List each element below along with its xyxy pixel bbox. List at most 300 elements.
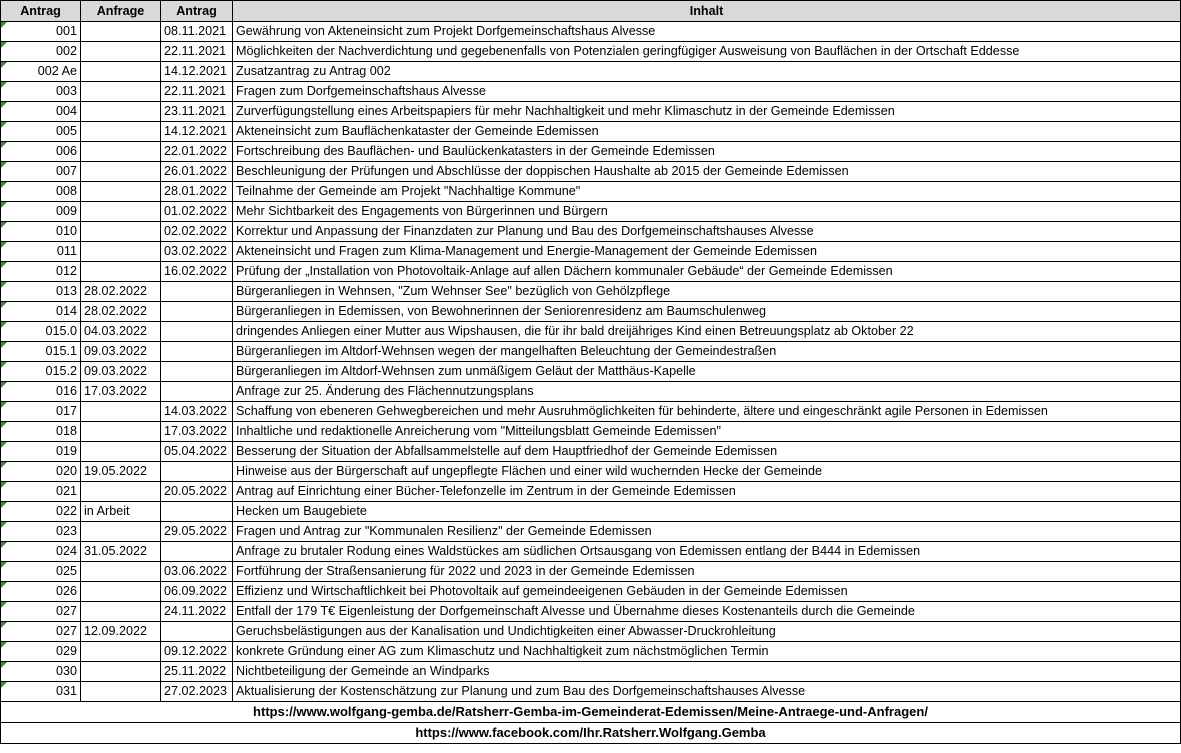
antrag-cell-text: 008 [55, 184, 77, 198]
antrag-cell-text: 015.2 [45, 364, 77, 378]
datum-cell[interactable] [161, 342, 233, 362]
facebook-link[interactable]: https://www.facebook.com/Ihr.Ratsherr.Wolfgang.Gemba [1, 723, 1181, 744]
table-row [1, 162, 1181, 182]
comment-marker-icon [1, 442, 7, 448]
table-row [1, 302, 1181, 322]
table-row [1, 282, 1181, 302]
datum-cell[interactable] [161, 482, 233, 502]
anfrage-cell[interactable] [81, 382, 161, 402]
table-row [1, 402, 1181, 422]
datum-cell-text: 02.02.2022 [164, 224, 228, 238]
antrag-cell-text: 007 [55, 164, 77, 178]
antrag-cell[interactable] [1, 662, 81, 682]
antrag-cell[interactable] [1, 222, 81, 242]
antrag-cell[interactable] [1, 242, 81, 262]
inhalt-cell[interactable] [233, 122, 1181, 142]
header-row [1, 1, 1181, 22]
inhalt-cell-text: Zurverfügungstellung eines Arbeitspapiers für mehr Nachhaltigkeit und mehr Klimaschutz in der Gemeinde Edemissen [236, 104, 895, 118]
inhalt-cell-text: Aktualisierung der Kostenschätzung zur Planung und zum Bau des Dorfgemeinschaftshauses Alvesse [236, 684, 806, 698]
datum-cell[interactable] [161, 282, 233, 302]
datum-cell-text: 29.05.2022 [164, 524, 228, 538]
antrag-cell-text: 003 [55, 84, 77, 98]
inhalt-cell[interactable] [233, 102, 1181, 122]
comment-marker-icon [1, 42, 7, 48]
comment-marker-icon [1, 202, 7, 208]
antrag-cell[interactable] [1, 62, 81, 82]
comment-marker-icon [1, 662, 7, 668]
anfrage-cell[interactable] [81, 402, 161, 422]
datum-cell[interactable] [161, 162, 233, 182]
header-inhalt[interactable]: Inhalt [233, 1, 1181, 22]
inhalt-cell-text: Akteneinsicht zum Bauflächenkataster der Gemeinde Edemissen [236, 124, 599, 138]
antrag-cell[interactable] [1, 602, 81, 622]
anfrage-cell[interactable] [81, 442, 161, 462]
table-row [1, 242, 1181, 262]
inhalt-cell-text: Entfall der 179 T€ Eigenleistung der Dorfgemeinschaft Alvesse und Übernahme dieses Kostenanteils durch die Gemeinde [236, 604, 915, 618]
datum-cell[interactable] [161, 682, 233, 702]
datum-cell[interactable] [161, 542, 233, 562]
comment-marker-icon [1, 162, 7, 168]
datum-cell[interactable] [161, 562, 233, 582]
inhalt-cell-text: Besserung der Situation der Abfallsammelstelle auf dem Hauptfriedhof der Gemeinde Edemissen [236, 444, 778, 458]
antrag-cell-text: 014 [55, 304, 77, 318]
comment-marker-icon [1, 302, 7, 308]
antrag-cell[interactable] [1, 522, 81, 542]
comment-marker-icon [1, 562, 7, 568]
inhalt-cell-text: dringendes Anliegen einer Mutter aus Wipshausen, die für ihr bald dreijähriges Kind einen Betreuungsplatz ab Oktober 22 [236, 324, 914, 338]
antrag-cell[interactable] [1, 322, 81, 342]
inhalt-cell-text: Beschleunigung der Prüfungen und Abschlüsse der doppischen Haushalte ab 2015 der Gemeinde Edemissen [236, 164, 849, 178]
anfrage-cell[interactable] [81, 602, 161, 622]
datum-cell[interactable] [161, 42, 233, 62]
datum-cell[interactable] [161, 622, 233, 642]
antrag-cell[interactable] [1, 342, 81, 362]
comment-marker-icon [1, 102, 7, 108]
comment-marker-icon [1, 582, 7, 588]
datum-cell[interactable] [161, 82, 233, 102]
table-row [1, 542, 1181, 562]
antrag-cell[interactable] [1, 22, 81, 42]
antrag-cell-text: 030 [55, 664, 77, 678]
datum-cell-text: 22.01.2022 [164, 144, 228, 158]
table-row [1, 642, 1181, 662]
inhalt-cell-text: Geruchsbelästigungen aus der Kanalisation und Undichtigkeiten einer Abwasser-Druckrohleitung [236, 624, 776, 638]
antrag-cell-text: 010 [55, 224, 77, 238]
comment-marker-icon [1, 262, 7, 268]
antrag-cell-text: 021 [55, 484, 77, 498]
inhalt-cell-text: Nichtbeteiligung der Gemeinde an Windparks [236, 664, 490, 678]
table-row [1, 662, 1181, 682]
inhalt-cell[interactable] [233, 582, 1181, 602]
comment-marker-icon [1, 402, 7, 408]
antrag-cell-text: 024 [55, 544, 77, 558]
inhalt-cell-text: Antrag auf Einrichtung einer Bücher-Telefonzelle im Zentrum in der Gemeinde Edemissen [236, 484, 736, 498]
datum-cell-text: 17.03.2022 [164, 424, 228, 438]
inhalt-cell[interactable] [233, 82, 1181, 102]
inhalt-cell-text: Hecken um Baugebiete [236, 504, 367, 518]
anfrage-cell[interactable] [81, 342, 161, 362]
datum-cell[interactable] [161, 642, 233, 662]
anfrage-cell-text: 04.03.2022 [84, 324, 148, 338]
inhalt-cell-text: Möglichkeiten der Nachverdichtung und gegebenenfalls von Potenzialen geringfügiger Ausweisung von Bauflächen in der Ortschaft Eddesse [236, 44, 1020, 58]
anfrage-cell[interactable] [81, 622, 161, 642]
inhalt-cell[interactable] [233, 522, 1181, 542]
inhalt-cell[interactable] [233, 62, 1181, 82]
comment-marker-icon [1, 62, 7, 68]
antrag-cell-text: 018 [55, 424, 77, 438]
inhalt-cell[interactable] [233, 662, 1181, 682]
inhalt-cell-text: Prüfung der „Installation von Photovoltaik-Anlage auf allen Dächern kommunaler Gebäude“ der Gemeinde Edemissen [236, 264, 893, 278]
inhalt-cell[interactable] [233, 222, 1181, 242]
datum-cell[interactable] [161, 382, 233, 402]
antrag-cell[interactable] [1, 202, 81, 222]
anfrage-cell[interactable] [81, 122, 161, 142]
header-antrag-datum[interactable]: Antrag [161, 1, 233, 22]
datum-cell[interactable] [161, 462, 233, 482]
antrag-cell[interactable] [1, 282, 81, 302]
antrag-cell-text: 001 [55, 24, 77, 38]
anfrage-cell[interactable] [81, 182, 161, 202]
comment-marker-icon [1, 642, 7, 648]
anfrage-cell[interactable] [81, 682, 161, 702]
comment-marker-icon [1, 522, 7, 528]
table-row [1, 62, 1181, 82]
anfrage-cell-text: 17.03.2022 [84, 384, 148, 398]
antrag-cell[interactable] [1, 82, 81, 102]
header-anfrage[interactable]: Anfrage [81, 1, 161, 22]
datum-cell[interactable] [161, 602, 233, 622]
anfrage-cell[interactable] [81, 22, 161, 42]
table-row [1, 42, 1181, 62]
antrag-cell[interactable] [1, 402, 81, 422]
table-row [1, 442, 1181, 462]
datum-cell[interactable] [161, 202, 233, 222]
datum-cell-text: 24.11.2022 [164, 604, 227, 618]
antrag-cell[interactable] [1, 542, 81, 562]
comment-marker-icon [1, 602, 7, 608]
datum-cell-text: 03.02.2022 [164, 244, 228, 258]
anfrage-cell[interactable] [81, 142, 161, 162]
inhalt-cell[interactable] [233, 542, 1181, 562]
comment-marker-icon [1, 122, 7, 128]
antrag-cell[interactable] [1, 122, 81, 142]
datum-cell[interactable] [161, 262, 233, 282]
anfrage-cell[interactable] [81, 62, 161, 82]
inhalt-cell[interactable] [233, 22, 1181, 42]
table-row [1, 202, 1181, 222]
datum-cell[interactable] [161, 122, 233, 142]
table-row [1, 582, 1181, 602]
antrag-cell-text: 031 [55, 684, 77, 698]
antrag-cell[interactable] [1, 362, 81, 382]
comment-marker-icon [1, 382, 7, 388]
antrag-cell[interactable] [1, 502, 81, 522]
inhalt-cell[interactable] [233, 602, 1181, 622]
inhalt-cell-text: Hinweise aus der Bürgerschaft auf ungepflegte Flächen und einer wild wuchernden Hecke der Gemeinde [236, 464, 822, 478]
anfrage-cell-text: 28.02.2022 [84, 284, 148, 298]
table-row [1, 362, 1181, 382]
antrag-cell[interactable] [1, 422, 81, 442]
datum-cell[interactable] [161, 402, 233, 422]
comment-marker-icon [1, 222, 7, 228]
inhalt-cell[interactable] [233, 362, 1181, 382]
antrag-cell[interactable] [1, 462, 81, 482]
datum-cell-text: 06.09.2022 [164, 584, 228, 598]
anfrage-cell[interactable] [81, 522, 161, 542]
table-row [1, 502, 1181, 522]
datum-cell[interactable] [161, 662, 233, 682]
anfrage-cell[interactable] [81, 662, 161, 682]
anfrage-cell[interactable] [81, 222, 161, 242]
anfrage-cell[interactable] [81, 242, 161, 262]
antrag-cell[interactable] [1, 562, 81, 582]
anfrage-cell[interactable] [81, 562, 161, 582]
datum-cell[interactable] [161, 242, 233, 262]
datum-cell-text: 14.12.2021 [164, 64, 228, 78]
table-row [1, 482, 1181, 502]
anfrage-cell[interactable] [81, 482, 161, 502]
comment-marker-icon [1, 142, 7, 148]
comment-marker-icon [1, 22, 7, 28]
table-row [1, 422, 1181, 442]
antrag-cell-text: 027 [55, 604, 77, 618]
datum-cell[interactable] [161, 62, 233, 82]
inhalt-cell[interactable] [233, 202, 1181, 222]
datum-cell-text: 23.11.2021 [164, 104, 227, 118]
table-row [1, 102, 1181, 122]
comment-marker-icon [1, 322, 7, 328]
anfrage-cell-text: 12.09.2022 [84, 624, 148, 638]
inhalt-cell[interactable] [233, 642, 1181, 662]
anfrage-cell[interactable] [81, 462, 161, 482]
anfrage-cell[interactable] [81, 262, 161, 282]
inhalt-cell[interactable] [233, 142, 1181, 162]
antrag-cell-text: 012 [55, 264, 77, 278]
antrag-cell-text: 004 [55, 104, 77, 118]
inhalt-cell[interactable] [233, 502, 1181, 522]
antrag-cell[interactable] [1, 182, 81, 202]
footer-row-website [1, 702, 1181, 723]
datum-cell-text: 28.01.2022 [164, 184, 228, 198]
anfrage-cell-text: 09.03.2022 [84, 344, 148, 358]
datum-cell-text: 14.12.2021 [164, 124, 228, 138]
inhalt-cell-text: Teilnahme der Gemeinde am Projekt "Nachhaltige Kommune" [236, 184, 581, 198]
comment-marker-icon [1, 242, 7, 248]
antrag-cell-text: 011 [56, 244, 77, 258]
table-row [1, 342, 1181, 362]
inhalt-cell-text: Korrektur und Anpassung der Finanzdaten zur Planung und Bau des Dorfgemeinschaftshauses Alvesse [236, 224, 814, 238]
inhalt-cell-text: Bürgeranliegen im Altdorf-Wehnsen wegen der mangelhaften Beleuchtung der Gemeindestraßen [236, 344, 777, 358]
inhalt-cell[interactable] [233, 42, 1181, 62]
website-link[interactable]: https://www.wolfgang-gemba.de/Ratsherr-Gemba-im-Gemeinderat-Edemissen/Meine-Antraege-und-Anfragen/ [1, 702, 1181, 723]
antrag-cell[interactable] [1, 482, 81, 502]
datum-cell[interactable] [161, 302, 233, 322]
antrag-cell[interactable] [1, 42, 81, 62]
antrag-cell-text: 029 [55, 644, 77, 658]
antrag-cell-text: 016 [55, 384, 77, 398]
datum-cell-text: 08.11.2021 [164, 24, 227, 38]
inhalt-cell-text: Bürgeranliegen im Altdorf-Wehnsen zum unmäßigem Geläut der Matthäus-Kapelle [236, 364, 696, 378]
anfrage-cell[interactable] [81, 162, 161, 182]
inhalt-cell-text: Fortführung der Straßensanierung für 2022 und 2023 in der Gemeinde Edemissen [236, 564, 695, 578]
anfrage-cell[interactable] [81, 302, 161, 322]
table-row [1, 602, 1181, 622]
inhalt-cell[interactable] [233, 442, 1181, 462]
datum-cell[interactable] [161, 22, 233, 42]
table-row [1, 522, 1181, 542]
inhalt-cell-text: Anfrage zur 25. Änderung des Flächennutzungsplans [236, 384, 534, 398]
antrag-cell[interactable] [1, 642, 81, 662]
datum-cell[interactable] [161, 102, 233, 122]
datum-cell[interactable] [161, 322, 233, 342]
anfrage-cell[interactable] [81, 362, 161, 382]
comment-marker-icon [1, 82, 7, 88]
antrag-cell-text: 020 [55, 464, 77, 478]
antrag-cell-text: 006 [55, 144, 77, 158]
comment-marker-icon [1, 502, 7, 508]
inhalt-cell[interactable] [233, 382, 1181, 402]
inhalt-cell-text: Effizienz und Wirtschaftlichkeit bei Photovoltaik auf gemeindeeigenen Gebäuden in der Gemeinde Edemissen [236, 584, 848, 598]
comment-marker-icon [1, 622, 7, 628]
anfrage-cell[interactable] [81, 282, 161, 302]
datum-cell[interactable] [161, 362, 233, 382]
inhalt-cell[interactable] [233, 422, 1181, 442]
antrag-cell[interactable] [1, 302, 81, 322]
inhalt-cell-text: Mehr Sichtbarkeit des Engagements von Bürgerinnen und Bürgern [236, 204, 608, 218]
datum-cell[interactable] [161, 502, 233, 522]
comment-marker-icon [1, 182, 7, 188]
anfrage-cell[interactable] [81, 642, 161, 662]
antrag-cell-text: 002 [55, 44, 77, 58]
inhalt-cell[interactable] [233, 462, 1181, 482]
datum-cell-text: 26.01.2022 [164, 164, 228, 178]
datum-cell-text: 09.12.2022 [164, 644, 228, 658]
table-row [1, 262, 1181, 282]
comment-marker-icon [1, 422, 7, 428]
datum-cell[interactable] [161, 442, 233, 462]
datum-cell-text: 03.06.2022 [164, 564, 228, 578]
antrag-cell-text: 005 [55, 124, 77, 138]
anfrage-cell[interactable] [81, 542, 161, 562]
inhalt-cell-text: Zusatzantrag zu Antrag 002 [236, 64, 391, 78]
datum-cell-text: 16.02.2022 [164, 264, 228, 278]
table-row [1, 462, 1181, 482]
inhalt-cell-text: Bürgeranliegen in Wehnsen, "Zum Wehnser See" bezüglich von Gehölzpflege [236, 284, 671, 298]
antrag-cell[interactable] [1, 262, 81, 282]
anfrage-cell-text: 31.05.2022 [84, 544, 148, 558]
anfrage-cell[interactable] [81, 322, 161, 342]
inhalt-cell[interactable] [233, 562, 1181, 582]
table-row [1, 82, 1181, 102]
anfrage-cell[interactable] [81, 202, 161, 222]
table-row [1, 122, 1181, 142]
inhalt-cell-text: Bürgeranliegen in Edemissen, von Bewohnerinnen der Seniorenresidenz am Baumschulenweg [236, 304, 766, 318]
antrag-cell[interactable] [1, 442, 81, 462]
antrag-cell-text: 019 [55, 444, 77, 458]
inhalt-cell-text: Schaffung von ebeneren Gehwegbereichen und mehr Ausruhmöglichkeiten für behinderte, ältere und eingeschränkt agile Personen in Edemissen [236, 404, 1048, 418]
datum-cell-text: 20.05.2022 [164, 484, 228, 498]
antrag-cell-text: 023 [55, 524, 77, 538]
table-row [1, 322, 1181, 342]
inhalt-cell[interactable] [233, 262, 1181, 282]
antrag-cell-text: 015.1 [45, 344, 77, 358]
inhalt-cell[interactable] [233, 342, 1181, 362]
anfrage-cell[interactable] [81, 582, 161, 602]
table-row [1, 142, 1181, 162]
datum-cell[interactable] [161, 182, 233, 202]
comment-marker-icon [1, 542, 7, 548]
datum-cell-text: 22.11.2021 [164, 84, 227, 98]
table-row [1, 222, 1181, 242]
comment-marker-icon [1, 342, 7, 348]
datum-cell[interactable] [161, 522, 233, 542]
inhalt-cell[interactable] [233, 322, 1181, 342]
inhalt-cell[interactable] [233, 682, 1181, 702]
datum-cell-text: 25.11.2022 [164, 664, 227, 678]
comment-marker-icon [1, 482, 7, 488]
table-row [1, 622, 1181, 642]
inhalt-cell[interactable] [233, 482, 1181, 502]
inhalt-cell[interactable] [233, 182, 1181, 202]
inhalt-cell[interactable] [233, 402, 1181, 422]
table-row [1, 562, 1181, 582]
comment-marker-icon [1, 282, 7, 288]
inhalt-cell-text: Fragen zum Dorfgemeinschaftshaus Alvesse [236, 84, 486, 98]
inhalt-cell[interactable] [233, 302, 1181, 322]
anfrage-cell[interactable] [81, 422, 161, 442]
antrag-cell[interactable] [1, 142, 81, 162]
datum-cell[interactable] [161, 582, 233, 602]
datum-cell[interactable] [161, 422, 233, 442]
inhalt-cell[interactable] [233, 622, 1181, 642]
antrag-cell-text: 009 [55, 204, 77, 218]
antrag-cell[interactable] [1, 102, 81, 122]
datum-cell[interactable] [161, 222, 233, 242]
anfrage-cell-text: 09.03.2022 [84, 364, 148, 378]
antrag-cell[interactable] [1, 162, 81, 182]
anfrage-cell-text: 28.02.2022 [84, 304, 148, 318]
antrag-cell-text: 027 [55, 624, 77, 638]
antrag-cell[interactable] [1, 622, 81, 642]
inhalt-cell-text: Fortschreibung des Bauflächen- und Baulückenkatasters in der Gemeinde Edemissen [236, 144, 715, 158]
anfrage-cell[interactable] [81, 42, 161, 62]
antrag-cell[interactable] [1, 582, 81, 602]
table-row [1, 682, 1181, 702]
inhalt-cell-text: Inhaltliche und redaktionelle Anreicherung vom "Mitteilungsblatt Gemeinde Edemissen" [236, 424, 721, 438]
inhalt-cell-text: Akteneinsicht und Fragen zum Klima-Management und Energie-Management der Gemeinde Edemissen [236, 244, 818, 258]
antrag-cell[interactable] [1, 682, 81, 702]
inhalt-cell-text: Gewährung von Akteneinsicht zum Projekt Dorfgemeinschaftshaus Alvesse [236, 24, 656, 38]
datum-cell-text: 05.04.2022 [164, 444, 228, 458]
header-antrag[interactable]: Antrag [1, 1, 81, 22]
anfrage-cell[interactable] [81, 102, 161, 122]
antrag-cell[interactable] [1, 382, 81, 402]
footer-row-facebook [1, 723, 1181, 744]
table-row [1, 382, 1181, 402]
anfrage-cell-text: in Arbeit [84, 504, 130, 518]
table-row [1, 22, 1181, 42]
anfrage-cell[interactable] [81, 82, 161, 102]
antrag-cell-text: 022 [55, 504, 77, 518]
datum-cell[interactable] [161, 142, 233, 162]
inhalt-cell[interactable] [233, 282, 1181, 302]
inhalt-cell[interactable] [233, 162, 1181, 182]
anfrage-cell[interactable] [81, 502, 161, 522]
antrag-cell-text: 026 [55, 584, 77, 598]
datum-cell-text: 22.11.2021 [164, 44, 227, 58]
antrag-cell-text: 013 [55, 284, 77, 298]
inhalt-cell[interactable] [233, 242, 1181, 262]
